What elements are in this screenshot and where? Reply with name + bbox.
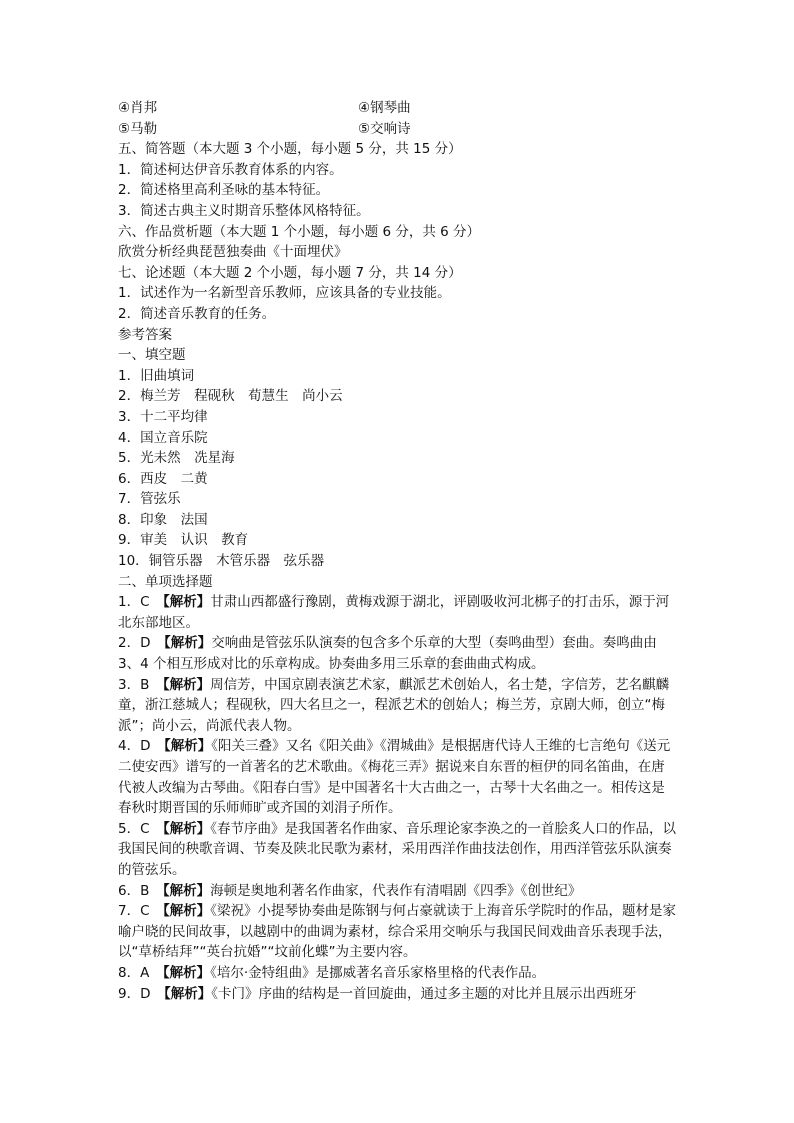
analysis-tag: 【解析】 (163, 594, 211, 611)
analysis-tag: 【解析】 (163, 903, 211, 920)
answer-item: 2．梅兰芳 程砚秋 荀慧生 尚小云 (118, 388, 343, 405)
choice-answer (118, 736, 678, 818)
answer-item: 5．光未然 冼星海 (118, 450, 235, 467)
question-item: 欣赏分析经典琵琶独奏曲《十面埋伏》 (118, 244, 348, 261)
analysis-text: 《春节序曲》是我国著名作曲家、音乐理论家李涣之的一首脍炙人口的作品，以我国民间的秧歌音调、节奏及陕北民歌为素材，采用西洋作曲技法创作，用西洋管弦乐队演奏的管弦乐。 (118, 820, 677, 878)
choice-answer (118, 901, 678, 963)
match-left: ⑤马勒 (118, 120, 158, 137)
analysis-text: 交响曲是管弦乐队演奏的包含多个乐章的大型（奏鸣曲型）套曲。奏鸣曲由 3、4 个相互形成对比的乐章构成。协奏曲多用三乐章的套曲曲式构成。 (118, 635, 657, 673)
answer-number: 9．D (118, 985, 164, 1002)
answer-number: 2．D (118, 635, 164, 652)
answer-number: 3．B (118, 676, 163, 693)
match-left: ④肖邦 (118, 100, 158, 116)
match-row (118, 98, 678, 119)
analysis-text: 《培尔·金特组曲》是挪威著名音乐家格里格的代表作品。 (210, 964, 546, 981)
answer-number: 7．C (118, 903, 164, 920)
question-item: 1．简述柯达伊音乐教育体系的内容。 (118, 161, 343, 178)
choice-answer (118, 633, 678, 674)
answer-item: 1．旧曲填词 (118, 367, 195, 384)
match-right: ⑤交响诗 (358, 120, 411, 137)
answer-number: 6．B (118, 882, 163, 899)
analysis-tag: 【解析】 (162, 964, 211, 981)
choice-answer (118, 963, 678, 984)
section-5-heading: 五、简答题（本大题 3 个小题，每小题 5 分，共 15 分） (118, 141, 462, 158)
answer-item: 4．国立音乐院 (118, 429, 208, 446)
question-item: 3．简述古典主义时期音乐整体风格特征。 (118, 202, 370, 219)
match-right: ④钢琴曲 (358, 100, 411, 116)
answers-title: 参考答案 (118, 326, 172, 343)
answer-number: 4．D (118, 738, 164, 755)
answer-item: 3．十二平均律 (118, 408, 208, 425)
question-item: 1．试述作为一名新型音乐教师，应该具备的专业技能。 (118, 285, 451, 302)
match-row (118, 119, 678, 140)
choice-answer (118, 881, 678, 902)
question-item: 2．简述格里高利圣咏的基本特征。 (118, 182, 330, 199)
analysis-tag: 【解析】 (162, 882, 211, 899)
analysis-text: 海顿是奥地利著名作曲家，代表作有清唱剧《四季》《创世纪》 (210, 882, 582, 899)
analysis-text: 《梁祝》小提琴协奏曲是陈钢与何占豪就读于上海音乐学院时的作品，题材是家喻户晓的民间故事，以越剧中的曲调为素材，综合采用交响乐与我国民间戏曲音乐表现手法，以“草桥结拜”“英台抗婚”“坟前化蝶”为主要内容。 (118, 903, 677, 961)
choice-answer (118, 984, 678, 1005)
document-page (118, 98, 678, 1004)
analysis-tag: 【解析】 (162, 676, 211, 693)
analysis-tag: 【解析】 (163, 738, 212, 755)
fill-blank-heading: 一、填空题 (118, 347, 186, 364)
answer-item: 8．印象 法国 (118, 511, 208, 528)
answer-item: 10．铜管乐器 木管乐器 弦乐器 (118, 553, 325, 570)
single-choice-heading: 二、单项选择题 (118, 573, 213, 590)
analysis-text: 甘肃山西都盛行豫剧，黄梅戏源于湖北，评剧吸收河北梆子的打击乐，源于河北东部地区。 (118, 594, 670, 631)
choice-answer (118, 819, 678, 881)
analysis-tag: 【解析】 (163, 635, 212, 652)
choice-answer (118, 675, 678, 737)
question-item: 2．简述音乐教育的任务。 (118, 305, 276, 322)
analysis-text: 周信芳，中国京剧表演艺术家，麒派艺术创始人，名士楚，字信芳，艺名麒麟童，浙江慈城人；程砚秋，四大名旦之一，程派艺术的创始人；梅兰芳，京剧大师，创立“梅派”；尚小云，尚派代表人物。 (118, 676, 670, 734)
section-7-heading: 七、论述题（本大题 2 个小题，每小题 7 分，共 14 分） (118, 264, 462, 281)
answer-item: 6．西皮 二黄 (118, 470, 208, 487)
answer-number: 8．A (118, 964, 163, 981)
choice-answer (118, 592, 678, 633)
analysis-text: 《阳关三叠》又名《阳关曲》《渭城曲》是根据唐代诗人王维的七言绝句《送元二使安西》谱写的一首著名的艺术歌曲。《梅花三弄》据说来自东晋的桓伊的同名笛曲，在唐代被人改编为古琴曲。《阳春白雪》是中国著名十大古曲之一，古琴十大名曲之一。相传这是春秋时期晋国的乐师师旷或齐国的刘涓子所作。 (118, 738, 671, 817)
analysis-text: 《卡门》序曲的结构是一首回旋曲，通过多主题的对比并且展示出西班牙 (211, 985, 637, 1002)
analysis-tag: 【解析】 (163, 985, 212, 1002)
answer-number: 1．C (118, 594, 164, 611)
section-6-heading: 六、作品赏析题（本大题 1 个小题，每小题 6 分，共 6 分） (118, 223, 481, 240)
analysis-tag: 【解析】 (163, 820, 211, 837)
answer-item: 7．管弦乐 (118, 491, 181, 508)
answer-item: 9．审美 认识 教育 (118, 532, 249, 549)
answer-number: 5．C (118, 820, 164, 837)
